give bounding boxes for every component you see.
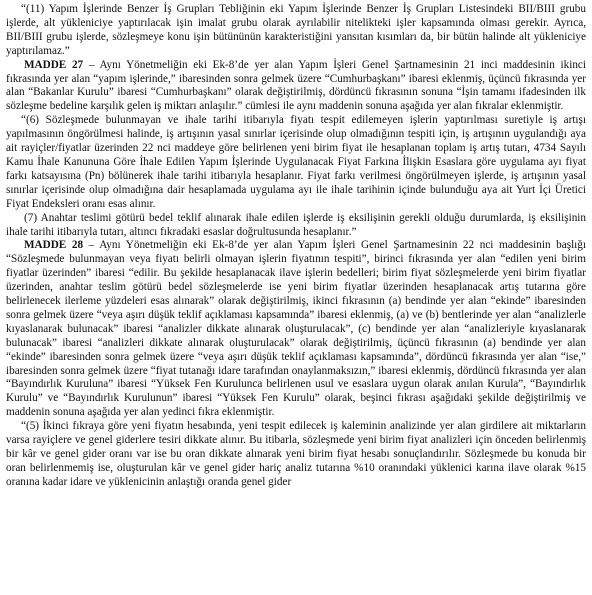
paragraph-fikra-11: “(11) Yapım İşlerinde Benzer İş Grupları Tebliğinin eki Yapım İşlerinde Benzer İş Grupları Listesindeki BII/BIII grubu işlerde, alt yükleniciye yaptırılacak işin imalat grubu olarak ayrılabilir nitelikteki işler kapsamında olması gerekir. Ayrıca, BII/BIII grubu işlerde, sözleşmeye konu işin bütününün karakteristiğini yansıtan kısımları da, bir bütün halinde alt yükleniciye yaptırılamaz.” (6, 3, 586, 57)
madde-27-heading: MADDE 27 (24, 58, 84, 71)
madde-28-heading: MADDE 28 (24, 239, 84, 252)
paragraph-fikra-5: “(5) İkinci fıkraya göre yeni fiyatın hesabında, yeni tespit edilecek iş kaleminin analizinde yer alan girdilere ait miktarların varsa rayiçlere ve genel giderlere tesiri dikkate alınır. Bu itibarla, sözleşmede yeni birim fiyat analizleri için önceden belirlenmiş bir kâr ve genel gider oranı var ise bu oran dikkate alınarak yeni birim fiyat hesabı sonuçlandırılır. Sözleşmede bu konuda bir oran belirlenmemiş ise, oluşturulan kâr ve genel gider hariç analiz tutarına %10 oranındaki yüklenici karına ilave olarak %15 oranına kadar idare ve yüklenicinin anlaştığı oranda genel gider (6, 420, 586, 488)
paragraph-fikra-7: (7) Anahtar teslimi götürü bedel teklif alınarak ihale edilen işlerde iş eksilişinin gerekli olduğu durumlarda, iş eksilişinin ihale tarihi itibarıyla tutarı, altıncı fıkradaki esaslar doğrultusunda hesaplanır.” (6, 211, 586, 238)
madde-28-text: – Aynı Yönetmeliğin eki Ek-8’de yer alan Yapım İşleri Genel Şartnamesinin 22 nci maddesinin başlığı “Sözleşmede bulunmayan veya fiyatı belirli olmayan işlerin fiyatının tespiti”, birinci fıkrasında yer alan “edilen yeni birim fiyatlar üzerinden” ibaresi “edilir. Bu şekilde hesaplanacak ilave işlerin bedelleri; birim fiyat sözleşmelerde yeni birim fiyatlar üzerinden, anahtar teslim götürü bedel sözleşmelerde ise yeni birim fiyatlar üzerinden hesaplanacak artış tutarına göre belirlenecek ilerleme yüzdeleri esas alınarak” olarak değiştirilmiş, ikinci fıkrasının (a) bendinde yer alan “ekinde” ibaresinden sonra gelmek üzere “veya aşırı düşük teklif açıklaması kapsamında” ibaresi eklenmiş, (a) ve (b) bentlerinde yer alan “analizlerle kıyaslanarak bulunacak” ibaresi “analizler dikkate alınarak oluşturulacak”, (c) bendinde yer alan “analizleriyle kıyaslanarak bulunacak” ibaresi “analizleri dikkate alınarak oluşturulacak” olarak değiştirilmiş, üçüncü fıkrasının (a) bendinde yer alan “ekinde” ibaresinden sonra gelmek üzere “veya aşırı düşük teklif açıklaması kapsamında”, dördüncü fıkrasında yer alan “ise,” ibaresinden sonra gelmek üzere “fiyat tutanağı idare tarafından onaylanmaksızın,” ibaresi eklenmiş, dördüncü fıkrasında yer alan “Bayındırlık Kuruluna” ibaresi “Yüksek Fen Kurulunca belirlenen usul ve esaslara uygun olarak anılan Kurula”, “Bayındırlık Kurulu” ve “Bayındırlık Kurulunun” ibaresi “Yüksek Fen Kurulu” olarak, beşinci fıkrası aşağıdaki şekilde değiştirilmiş ve maddenin sonuna aşağıda yer alan yedinci fıkra eklenmiştir. (6, 239, 586, 419)
paragraph-fikra-6: “(6) Sözleşmede bulunmayan ve ihale tarihi itibarıyla fiyatı tespit edilemeyen işlerin yaptırılması suretiyle iş artışı yapılmasının öngörülmesi halinde, iş artışının yasal sınırlar içerisinde olup olmadığının tespiti için, iş artışının uygulandığı aya ait rayiçler/fiyatlar üzerinden 22 nci maddeye göre belirlenen yeni birim fiyat ile hesaplanan toplam iş artış tutarı, 4734 Sayılı Kamu İhale Kanununa Göre İhale Edilen Yapım İşlerinde Uygulanacak Fiyat Farkına İlişkin Esaslara göre uygulama ayı fiyat farkı katsayısına (Pn) bölünerek ihale tarihi itibarıyla hesaplanır. Fiyat farkı verilmesi öngörülmeyen işlerde, iş artışının yasal sınırlar içerisinde olup olmadığına dair hesaplamada uygulama ayı ile ihale tarihinin içinde bulunduğu aya ait Yurt İçi Üretici Fiyat Endeksleri oranı esas alınır. (6, 114, 586, 210)
paragraph-madde-28 (6, 239, 586, 420)
madde-27-text: – Aynı Yönetmeliğin eki Ek-8’de yer alan Yapım İşleri Genel Şartnamesinin 21 inci maddesinin ikinci fıkrasında yer alan “yapım işlerinde,” ibaresinden sonra gelmek üzere “Cumhurbaşkanı” ibaresi eklenmiş, üçüncü fıkrasında yer alan “Bakanlar Kurulu” ibaresi “Cumhurbaşkanı” olarak değiştirilmiş, dördüncü fıkrasının sonuna “İşin tamamı ifadesinden ilk sözleşme bedeline karşılık gelen iş miktarı anlaşılır.” cümlesi ile aynı maddenin sonuna aşağıda yer alan fıkralar eklenmiştir. (6, 58, 587, 113)
paragraph-madde-27 (6, 59, 586, 115)
